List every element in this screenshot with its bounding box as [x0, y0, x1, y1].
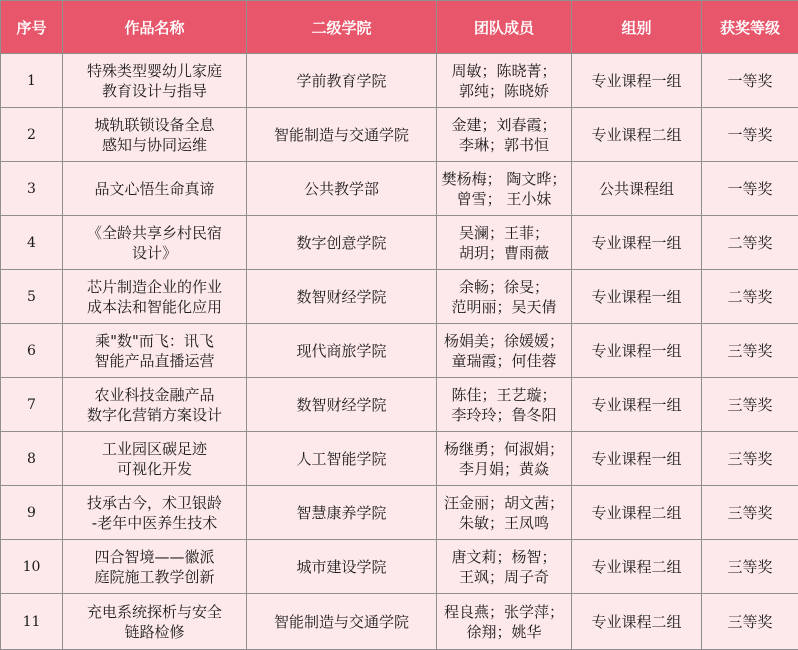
- cell-group: 公共课程组: [572, 162, 702, 216]
- cell-members: [437, 540, 572, 594]
- cell-title-line: 链路检修: [87, 622, 222, 642]
- table-body: [1, 54, 798, 650]
- cell-group: 专业课程一组: [572, 324, 702, 378]
- cell-title: [63, 540, 247, 594]
- cell-title-line: 成本法和智能化应用: [87, 297, 222, 317]
- cell-members-line: 徐翔；姚华: [444, 622, 564, 642]
- cell-title-line: 庭院施工教学创新: [94, 567, 214, 587]
- cell-title-line: 充电系统探析与安全: [87, 602, 222, 622]
- cell-college: 城市建设学院: [247, 540, 437, 594]
- cell-title-line: 特殊类型婴幼儿家庭: [87, 61, 222, 81]
- cell-members-line: 李月娟；黄焱: [444, 459, 564, 479]
- cell-award: 三等奖: [702, 594, 798, 650]
- cell-index: 9: [1, 486, 63, 540]
- cell-index: 10: [1, 540, 63, 594]
- cell-college: 公共教学部: [247, 162, 437, 216]
- cell-members-line: 范明丽；吴天倩: [451, 297, 556, 317]
- cell-title: [63, 270, 247, 324]
- cell-members: [437, 216, 572, 270]
- table-row: [1, 486, 798, 540]
- cell-members-line: 杨娟美；徐媛媛；: [444, 331, 564, 351]
- table-row: [1, 270, 798, 324]
- cell-title-line: 智能产品直播运营: [94, 351, 214, 371]
- cell-members-line: 陈佳；王艺璇；: [451, 385, 556, 405]
- cell-award: 二等奖: [702, 216, 798, 270]
- cell-members: [437, 324, 572, 378]
- cell-title-line: -老年中医养生技术: [87, 513, 222, 533]
- cell-members-line: 朱敏；王凤鸣: [444, 513, 564, 533]
- cell-group: 专业课程二组: [572, 108, 702, 162]
- cell-award: 三等奖: [702, 540, 798, 594]
- cell-members: [437, 54, 572, 108]
- cell-members-line: 李玲玲；鲁冬阳: [451, 405, 556, 425]
- cell-college: 智慧康养学院: [247, 486, 437, 540]
- cell-title-line: 四合智境——徽派: [94, 547, 214, 567]
- header-award: 获奖等级: [702, 1, 798, 54]
- header-title: 作品名称: [63, 1, 247, 54]
- header-row: [1, 1, 798, 54]
- cell-members-line: 樊杨梅； 陶文晔；: [442, 169, 567, 189]
- cell-members: [437, 108, 572, 162]
- cell-award: 一等奖: [702, 108, 798, 162]
- cell-title-line: 农业科技金融产品: [87, 385, 222, 405]
- cell-group: 专业课程一组: [572, 216, 702, 270]
- cell-title-line: 芯片制造企业的作业: [87, 277, 222, 297]
- cell-award: 二等奖: [702, 270, 798, 324]
- cell-index: 8: [1, 432, 63, 486]
- table-row: [1, 324, 798, 378]
- cell-members-line: 童瑞霞；何佳蓉: [444, 351, 564, 371]
- cell-index: 7: [1, 378, 63, 432]
- cell-group: 专业课程一组: [572, 378, 702, 432]
- cell-title: [63, 54, 247, 108]
- cell-title-line: 设计》: [87, 243, 222, 263]
- cell-group: 专业课程二组: [572, 540, 702, 594]
- table-row: [1, 216, 798, 270]
- cell-title-line: 乘"数"而飞：讯飞: [94, 331, 214, 351]
- cell-index: 5: [1, 270, 63, 324]
- cell-college: 数智财经学院: [247, 378, 437, 432]
- cell-title-line: 城轨联锁设备全息: [94, 115, 214, 135]
- cell-college: 数智财经学院: [247, 270, 437, 324]
- cell-members-line: 郭纯；陈晓娇: [451, 81, 556, 101]
- cell-title: [63, 594, 247, 650]
- cell-index: 1: [1, 54, 63, 108]
- cell-members-line: 余畅；徐旻；: [451, 277, 556, 297]
- cell-title-line: 感知与协同运维: [94, 135, 214, 155]
- cell-title: [63, 378, 247, 432]
- cell-title: [63, 486, 247, 540]
- cell-members-line: 杨继勇；何淑娟；: [444, 439, 564, 459]
- table-row: [1, 432, 798, 486]
- cell-title: [63, 162, 247, 216]
- cell-title-line: 技承古今，术卫银龄: [87, 493, 222, 513]
- cell-award: 一等奖: [702, 162, 798, 216]
- cell-title-line: 教育设计与指导: [87, 81, 222, 101]
- header-college: 二级学院: [247, 1, 437, 54]
- cell-award: 三等奖: [702, 486, 798, 540]
- cell-members: [437, 378, 572, 432]
- cell-group: 专业课程二组: [572, 486, 702, 540]
- cell-title-line: 可视化开发: [102, 459, 207, 479]
- cell-title: [63, 432, 247, 486]
- cell-members-line: 汪金丽；胡文茜；: [444, 493, 564, 513]
- cell-group: 专业课程一组: [572, 432, 702, 486]
- cell-college: 智能制造与交通学院: [247, 594, 437, 650]
- cell-members: [437, 594, 572, 650]
- cell-index: 6: [1, 324, 63, 378]
- cell-title: [63, 324, 247, 378]
- cell-index: 2: [1, 108, 63, 162]
- cell-title-line: 数字化营销方案设计: [87, 405, 222, 425]
- cell-college: 现代商旅学院: [247, 324, 437, 378]
- table-row: [1, 540, 798, 594]
- cell-members: [437, 162, 572, 216]
- cell-members: [437, 270, 572, 324]
- cell-award: 三等奖: [702, 378, 798, 432]
- cell-members-line: 胡玥；曹雨薇: [459, 243, 549, 263]
- header-group: 组别: [572, 1, 702, 54]
- cell-award: 一等奖: [702, 54, 798, 108]
- cell-index: 11: [1, 594, 63, 650]
- cell-members-line: 曾雪； 王小妹: [442, 189, 567, 209]
- cell-title-line: 《全龄共享乡村民宿: [87, 223, 222, 243]
- table-row: [1, 108, 798, 162]
- cell-title-line: 工业园区碳足迹: [102, 439, 207, 459]
- cell-group: 专业课程一组: [572, 270, 702, 324]
- cell-college: 智能制造与交通学院: [247, 108, 437, 162]
- cell-members-line: 周敏；陈晓菁；: [451, 61, 556, 81]
- cell-title: [63, 108, 247, 162]
- cell-title: [63, 216, 247, 270]
- cell-award: 三等奖: [702, 324, 798, 378]
- cell-members: [437, 432, 572, 486]
- table-row: [1, 378, 798, 432]
- cell-members-line: 吴澜；王菲；: [459, 223, 549, 243]
- header-members: 团队成员: [437, 1, 572, 54]
- cell-college: 人工智能学院: [247, 432, 437, 486]
- table-row: [1, 54, 798, 108]
- cell-title-line: 品文心悟生命真谛: [94, 179, 214, 199]
- cell-index: 4: [1, 216, 63, 270]
- cell-members-line: 李琳；郭书恒: [451, 135, 556, 155]
- cell-college: 学前教育学院: [247, 54, 437, 108]
- cell-group: 专业课程二组: [572, 594, 702, 650]
- cell-group: 专业课程一组: [572, 54, 702, 108]
- cell-members-line: 金建；刘春霞；: [451, 115, 556, 135]
- cell-members: [437, 486, 572, 540]
- cell-members-line: 程良燕；张学萍；: [444, 602, 564, 622]
- table-row: [1, 162, 798, 216]
- cell-members-line: 唐文莉；杨智；: [451, 547, 556, 567]
- cell-award: 三等奖: [702, 432, 798, 486]
- cell-index: 3: [1, 162, 63, 216]
- table-row: [1, 594, 798, 650]
- cell-college: 数字创意学院: [247, 216, 437, 270]
- cell-members-line: 王飒；周子奇: [451, 567, 556, 587]
- header-index: 序号: [1, 1, 63, 54]
